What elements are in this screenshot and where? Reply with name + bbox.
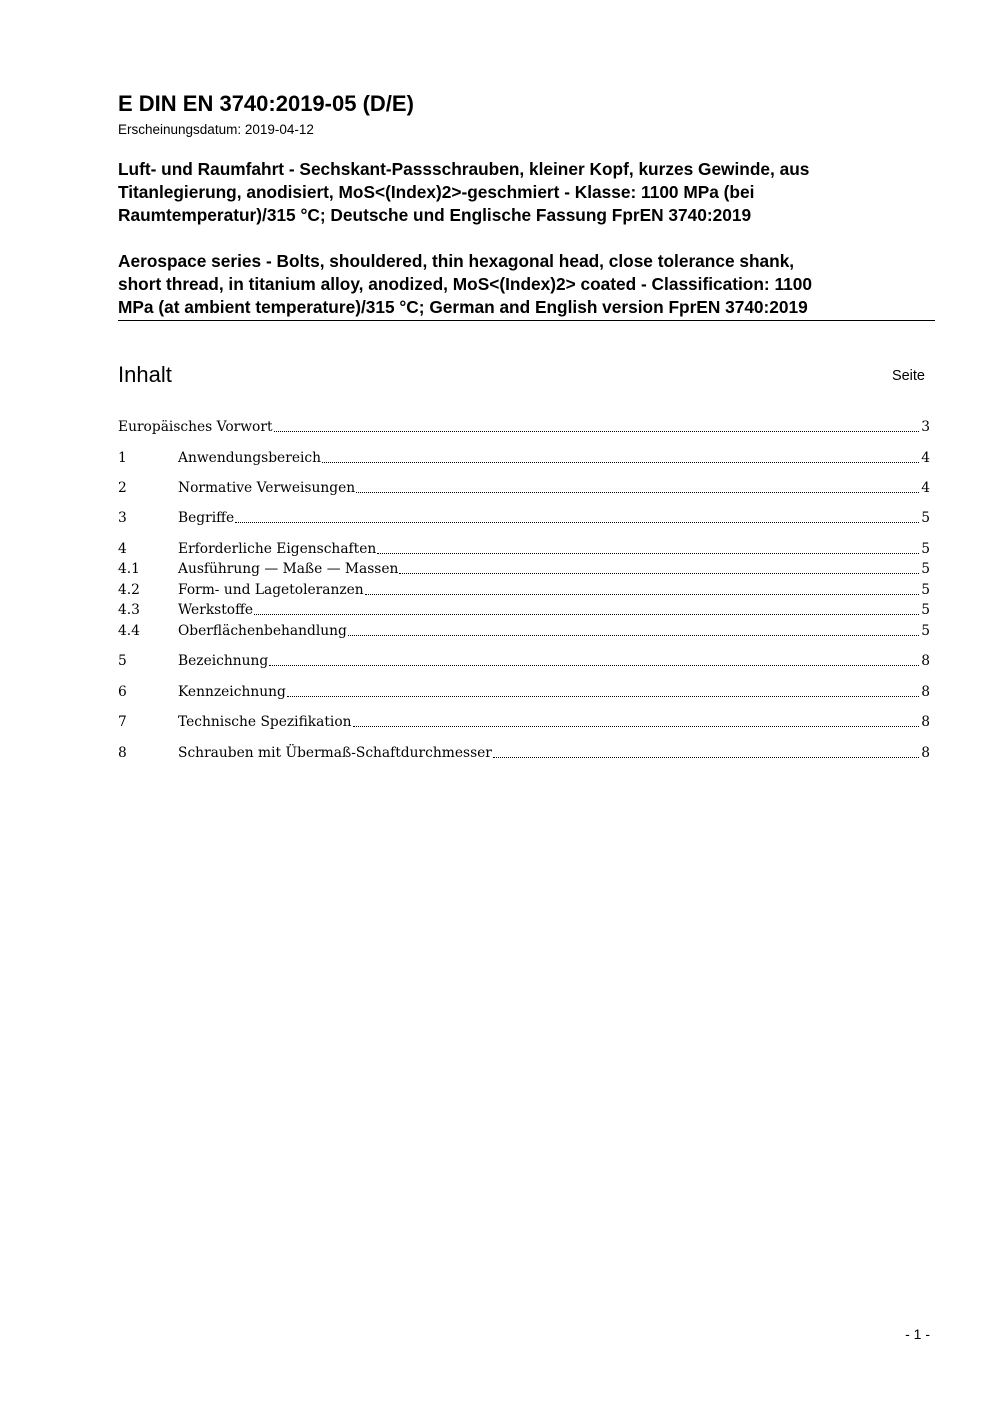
toc-entry-number: 8 — [118, 745, 127, 761]
title-english-line: short thread, in titanium alloy, anodized, MoS<(Index)2> coated - Classification: 1100 — [118, 274, 812, 294]
toc-entry-number: 1 — [118, 450, 127, 466]
toc-entry[interactable] — [118, 599, 930, 619]
toc-entry-page: 5 — [921, 561, 930, 577]
toc-entry-page: 8 — [921, 745, 930, 761]
toc-entry-number: 7 — [118, 714, 127, 730]
toc-dot-leader — [348, 635, 919, 636]
toc-entry-number: 5 — [118, 653, 127, 669]
toc-entry-title: Form- und Lagetoleranzen — [178, 582, 364, 598]
toc-entry-title: Normative Verweisungen — [178, 480, 356, 496]
toc-dot-leader — [254, 614, 919, 615]
toc-entry-page: 4 — [921, 450, 930, 466]
title-german-line: Luft- und Raumfahrt - Sechskant-Passschrauben, kleiner Kopf, kurzes Gewinde, aus — [118, 159, 810, 179]
title-english-line: MPa (at ambient temperature)/315 °C; German and English version FprEN 3740:2019 — [118, 297, 808, 317]
toc-dot-leader — [322, 462, 919, 463]
table-of-contents — [118, 0, 930, 800]
title-english-line: Aerospace series - Bolts, shouldered, thin hexagonal head, close tolerance shank, — [118, 251, 795, 271]
title-german-line: Titanlegierung, anodisiert, MoS<(Index)2>-geschmiert - Klasse: 1100 MPa (bei — [118, 182, 755, 202]
toc-entry[interactable] — [118, 650, 930, 670]
toc-entry-title: Europäisches Vorwort — [118, 419, 273, 435]
toc-entry-title: Ausführung — Maße — Massen — [178, 561, 399, 577]
toc-entry-number: 4 — [118, 541, 127, 557]
toc-entry-number: 4.4 — [118, 623, 140, 639]
toc-dot-leader — [356, 492, 919, 493]
toc-entry[interactable] — [118, 579, 930, 599]
toc-entry-number: 2 — [118, 480, 127, 496]
toc-entry-page: 5 — [921, 623, 930, 639]
title-german-line: Raumtemperatur)/315 °C; Deutsche und Englische Fassung FprEN 3740:2019 — [118, 205, 752, 225]
toc-entry[interactable] — [118, 416, 930, 436]
toc-page-column-label: Seite — [891, 368, 925, 384]
toc-entry[interactable] — [118, 620, 930, 640]
toc-entry-number: 6 — [118, 684, 127, 700]
toc-entry-title: Anwendungsbereich — [178, 450, 322, 466]
toc-entry-page: 3 — [921, 419, 930, 435]
document-id: E DIN EN 3740:2019-05 (D/E) — [118, 91, 414, 116]
toc-entry[interactable] — [118, 538, 930, 558]
toc-entry-page: 4 — [921, 480, 930, 496]
toc-entry-title: Technische Spezifikation — [178, 714, 352, 730]
toc-entry-title: Werkstoffe — [178, 602, 254, 618]
toc-entry-title: Erforderliche Eigenschaften — [178, 541, 377, 557]
toc-dot-leader — [235, 522, 919, 523]
toc-entry-title: Schrauben mit Übermaß-Schaftdurchmesser — [178, 745, 492, 761]
toc-entry-page: 8 — [921, 714, 930, 730]
toc-entry-page: 8 — [921, 684, 930, 700]
toc-entry-title: Oberflächenbehandlung — [178, 623, 347, 639]
toc-entry[interactable] — [118, 477, 930, 497]
toc-dot-leader — [274, 431, 919, 432]
toc-dot-leader — [269, 665, 919, 666]
toc-entry-page: 8 — [921, 653, 930, 669]
toc-entry[interactable] — [118, 711, 930, 731]
toc-entry[interactable] — [118, 742, 930, 762]
toc-entry-title: Begriffe — [178, 510, 235, 526]
toc-dot-leader — [493, 757, 919, 758]
toc-dot-leader — [377, 553, 919, 554]
toc-entry[interactable] — [118, 507, 930, 527]
toc-heading: Inhalt — [118, 362, 172, 387]
toc-entry[interactable] — [118, 558, 930, 578]
toc-entry-number: 4.3 — [118, 602, 140, 618]
toc-entry-page: 5 — [921, 602, 930, 618]
publication-date: Erscheinungsdatum: 2019-04-12 — [118, 122, 314, 137]
toc-entry-page: 5 — [921, 510, 930, 526]
toc-entry-page: 5 — [921, 541, 930, 557]
toc-entry[interactable] — [118, 447, 930, 467]
toc-entry-number: 3 — [118, 510, 127, 526]
toc-entry-title: Bezeichnung — [178, 653, 269, 669]
toc-entry-title: Kennzeichnung — [178, 684, 286, 700]
toc-dot-leader — [353, 726, 919, 727]
toc-entry-number: 4.1 — [118, 561, 140, 577]
toc-entry[interactable] — [118, 681, 930, 701]
toc-entry-page: 5 — [921, 582, 930, 598]
footer-page-number: - 1 - — [905, 1326, 930, 1342]
toc-entry-number: 4.2 — [118, 582, 140, 598]
toc-dot-leader — [399, 573, 919, 574]
toc-dot-leader — [287, 696, 919, 697]
toc-dot-leader — [365, 594, 919, 595]
